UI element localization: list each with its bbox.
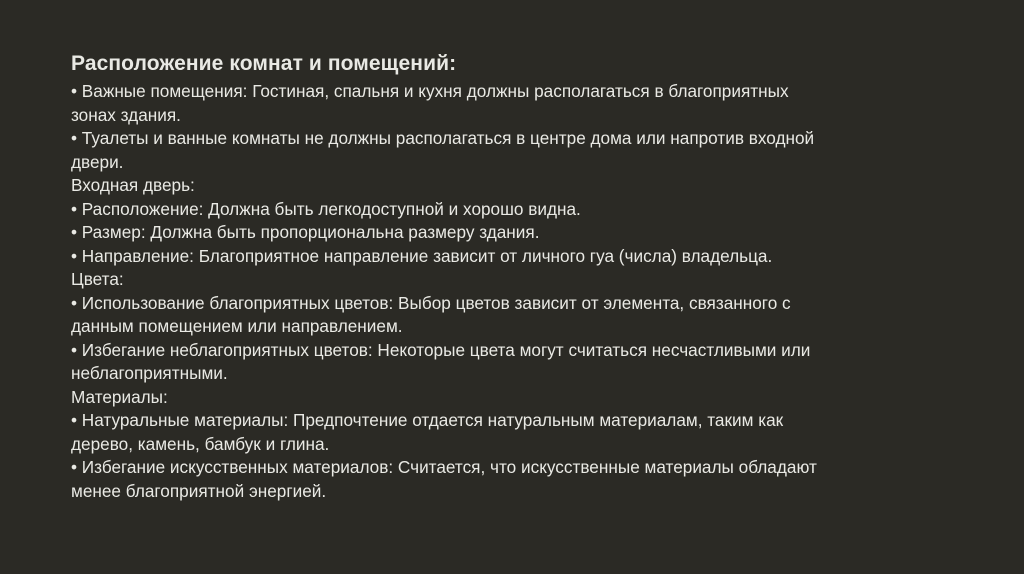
text-line: • Натуральные материалы: Предпочтение отдается натуральным материалам, таким как bbox=[71, 410, 784, 430]
slide-title: Расположение комнат и помещений: bbox=[71, 52, 457, 75]
section-heading: Материалы: bbox=[71, 386, 168, 407]
section-heading: Входная дверь: bbox=[71, 175, 195, 195]
text-line: дерево, камень, бамбук и глина. bbox=[71, 433, 330, 454]
text-line: зонах здания. bbox=[71, 104, 181, 125]
slide-content bbox=[71, 50, 951, 503]
text-line: • Туалеты и ванные комнаты не должны располагаться в центре дома или напротив входной bbox=[71, 128, 815, 148]
text-line: • Размер: Должна быть пропорциональна размеру здания. bbox=[71, 222, 540, 242]
section-heading: Цвета: bbox=[71, 269, 124, 289]
text-line: неблагоприятными. bbox=[71, 363, 228, 383]
text-line: данным помещением или направлением. bbox=[71, 316, 403, 336]
text-line: • Избегание неблагоприятных цветов: Некоторые цвета могут считаться несчастливыми или bbox=[71, 339, 811, 360]
text-line: • Избегание искусственных материалов: Считается, что искусственные материалы обладают bbox=[71, 457, 817, 477]
text-line: • Важные помещения: Гостиная, спальня и кухня должны располагаться в благоприятных bbox=[71, 81, 789, 101]
text-line: двери. bbox=[71, 151, 124, 172]
text-line: • Расположение: Должна быть легкодоступной и хорошо видна. bbox=[71, 198, 581, 219]
text-line: • Направление: Благоприятное направление зависит от личного гуа (числа) владельца. bbox=[71, 245, 773, 266]
text-line: • Использование благоприятных цветов: Выбор цветов зависит от элемента, связанного с bbox=[71, 292, 791, 313]
text-line: менее благоприятной энергией. bbox=[71, 480, 327, 501]
